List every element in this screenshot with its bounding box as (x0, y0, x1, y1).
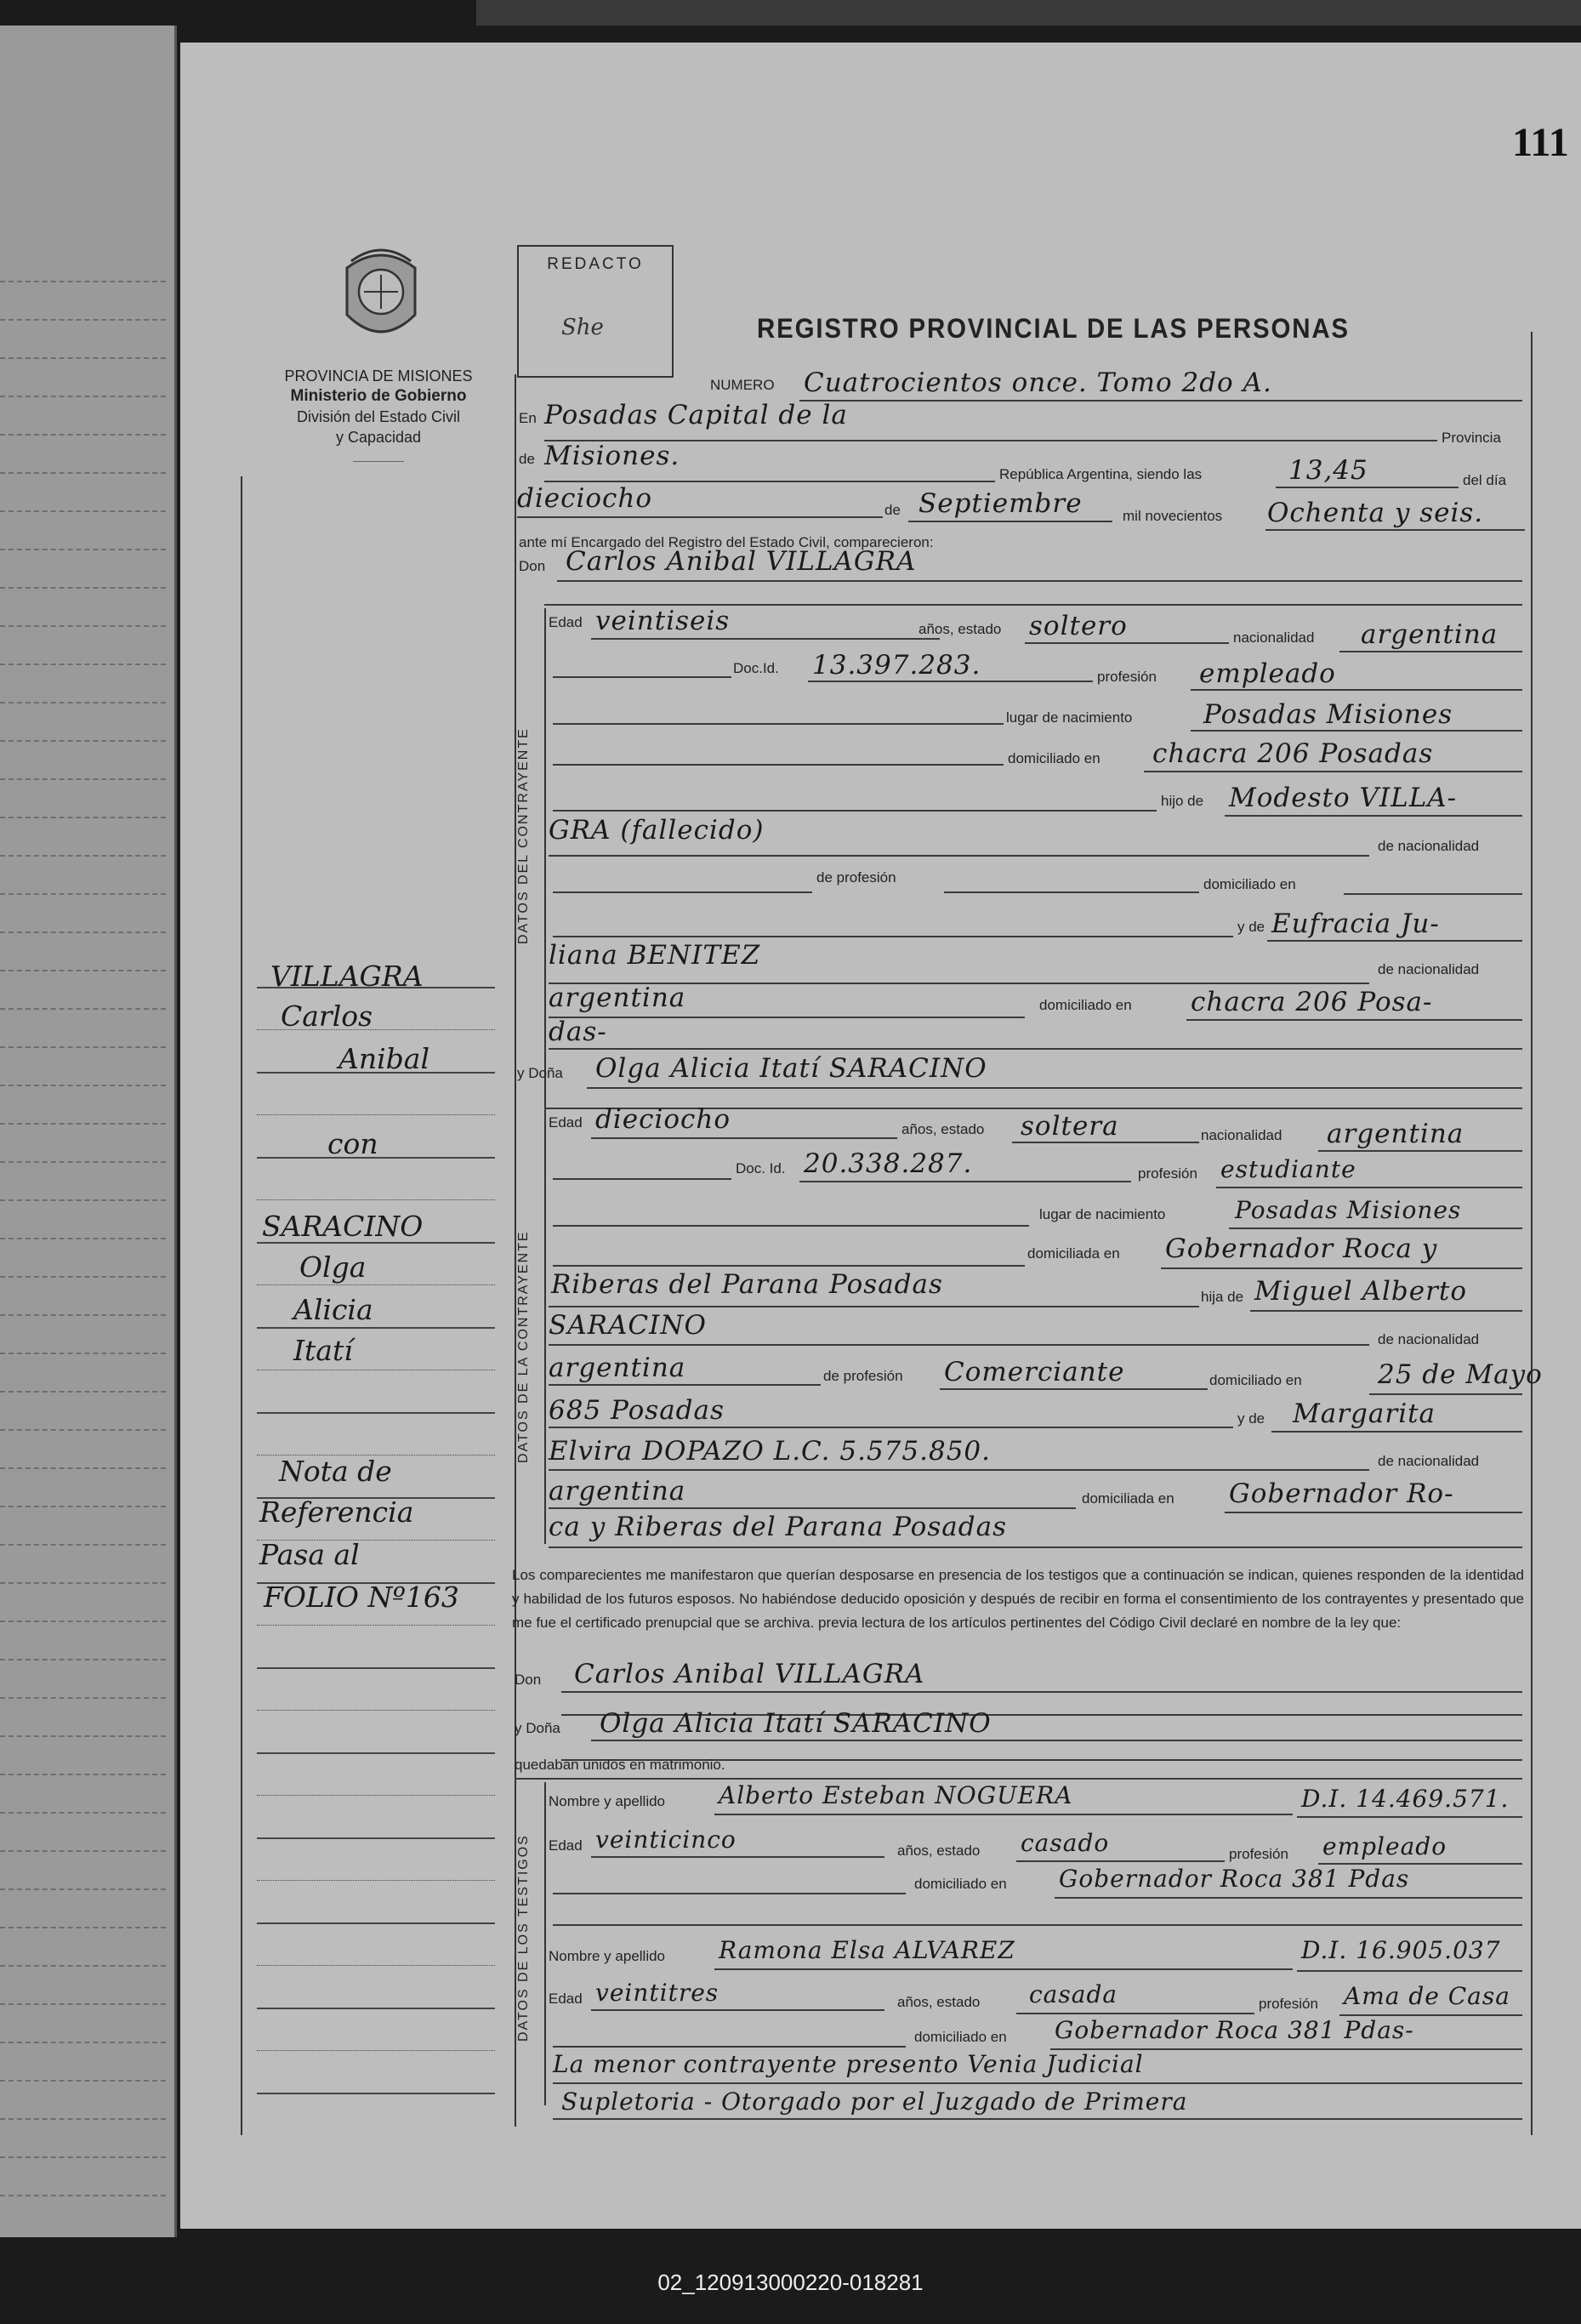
rule (517, 516, 883, 518)
t1-prof: empleado (1322, 1832, 1447, 1860)
f-dom-label: domiciliada en (1027, 1245, 1120, 1262)
rule (553, 2118, 1522, 2120)
rule (1229, 1228, 1522, 1229)
margin-rule (257, 1327, 495, 1329)
ruled-line (0, 510, 166, 512)
frame-line-right (1531, 332, 1533, 2135)
rule (549, 1546, 1522, 1548)
doc-value: 13.397.283. (812, 650, 981, 681)
de-value: Misiones. (544, 441, 680, 471)
en-value: Posadas Capital de la (544, 400, 848, 430)
rule (553, 891, 812, 893)
f-doc-label: Doc. Id. (736, 1160, 786, 1176)
margin-rule (257, 1752, 495, 1754)
ruled-line (0, 1161, 166, 1163)
ruled-line (0, 1506, 166, 1507)
f-de-nac2-label: de nacionalidad (1378, 1453, 1480, 1469)
t1-nombre-label: Nombre y apellido (549, 1793, 666, 1809)
rule (808, 681, 1093, 682)
margin-rule (257, 1284, 495, 1285)
estado-value: soltero (1029, 611, 1128, 641)
t1-dom: Gobernador Roca 381 Pdas (1059, 1865, 1410, 1893)
ruled-line (0, 1621, 166, 1622)
f-nac-value: argentina (1327, 1119, 1464, 1149)
rule (549, 1344, 1369, 1346)
ruled-line (0, 587, 166, 589)
ruled-line (0, 2003, 166, 2005)
margin-rule (257, 1199, 495, 1200)
rule (549, 1384, 821, 1386)
ruled-line (0, 1008, 166, 1010)
ruled-line (0, 2156, 166, 2158)
t2-dom-label: domiciliado en (914, 2029, 1007, 2045)
f-padre-nac: argentina (549, 1353, 686, 1383)
rule (940, 1388, 1208, 1390)
madre-cont: liana BENITEZ (549, 940, 761, 971)
rule (549, 1469, 1369, 1471)
f-prof-label: profesión (1138, 1165, 1197, 1182)
t1-prof-label: profesión (1229, 1846, 1288, 1862)
rule (515, 1778, 1522, 1780)
rule (1144, 771, 1522, 772)
rule (1055, 1897, 1522, 1899)
rule (587, 1087, 1522, 1089)
mil-label: mil novecientos (1123, 508, 1223, 524)
rule (1216, 1187, 1522, 1188)
f-edad-value: dieciocho (595, 1104, 731, 1135)
madre-value: Eufracia Ju- (1271, 909, 1440, 939)
margin-rule (257, 1965, 495, 1966)
rule (1191, 730, 1522, 732)
rule (553, 1178, 731, 1180)
rule (553, 810, 1157, 812)
decl-don-label: Don (515, 1672, 542, 1688)
ruled-line (0, 1429, 166, 1431)
f-lugar-value: Posadas Misiones (1235, 1196, 1462, 1224)
prof-label: profesión (1097, 669, 1157, 685)
f-hija-label: hija de (1201, 1289, 1244, 1305)
decl-dona-value: Olga Alicia Itatí SARACINO (600, 1708, 992, 1739)
nac-label: nacionalidad (1233, 629, 1315, 646)
rule (549, 1507, 1076, 1509)
t1-dom-label: domiciliado en (914, 1876, 1007, 1892)
de2-label: de (884, 502, 901, 518)
y-dona-label: y Doña (517, 1065, 563, 1081)
t1-edad: veinticinco (595, 1826, 736, 1854)
rule (944, 891, 1199, 893)
rule (1225, 815, 1522, 817)
contrayente-side-label: DATOS DEL CONTRAYENTE (516, 727, 531, 944)
ruled-line (0, 1085, 166, 1086)
ruled-line (0, 664, 166, 665)
dom3-label: domiciliado en (1039, 997, 1132, 1013)
coat-of-arms-icon (334, 242, 428, 353)
doc-label: Doc.Id. (733, 660, 779, 676)
edad-label: Edad (549, 614, 583, 630)
rule (544, 481, 995, 482)
madre-dom-cont: das- (549, 1017, 607, 1047)
f-dom2-label: domiciliado en (1209, 1372, 1302, 1388)
f-madre-value: Margarita (1293, 1398, 1436, 1429)
margin-rule (257, 2093, 495, 2094)
document-title: REGISTRO PROVINCIAL DE LAS PERSONAS (757, 313, 1350, 344)
redacto-value: She (561, 315, 604, 340)
padre-cont: GRA (fallecido) (549, 815, 765, 846)
ante-text: ante mí Encargado del Registro del Estado Civil, comparecieron: (519, 534, 934, 550)
rule (1267, 940, 1522, 942)
rule (1265, 529, 1525, 531)
rule (1271, 1431, 1522, 1433)
ruled-line (0, 1544, 166, 1546)
inner-frame-line-witness (544, 1782, 546, 2105)
f-dom-value: Gobernador Roca y (1165, 1233, 1438, 1264)
margin-rule (257, 1412, 495, 1414)
margin-note-1: Nota de (279, 1455, 392, 1488)
t1-doc: D.I. 14.469.571. (1301, 1785, 1510, 1813)
ruled-line (0, 1735, 166, 1737)
ruled-line (0, 1467, 166, 1469)
ruled-line (0, 1888, 166, 1890)
ruled-line (0, 893, 166, 895)
ruled-line (0, 778, 166, 780)
rule (1276, 487, 1459, 488)
hora-value: 13,45 (1288, 455, 1368, 486)
ruled-line (0, 549, 166, 550)
en-label: En (519, 410, 537, 426)
rule (714, 1968, 1293, 1970)
ruled-line (0, 1391, 166, 1393)
rule (591, 1856, 884, 1858)
rule (557, 580, 1522, 582)
f-dom3-label: domiciliada en (1082, 1490, 1174, 1507)
f-dom-cont: Riberas del Parana Posadas (551, 1269, 943, 1300)
de-label: de (519, 451, 535, 467)
margin-name-2: Anibal (338, 1042, 429, 1075)
t2-dom: Gobernador Roca 381 Pdas- (1055, 2016, 1414, 2044)
f-nac-label: nacionalidad (1201, 1127, 1282, 1143)
ruled-line (0, 625, 166, 627)
margin-rule (257, 1837, 495, 1839)
rule (553, 1924, 1522, 1926)
rule (799, 1181, 1131, 1182)
ruled-line (0, 1582, 166, 1584)
republica-label: República Argentina, siendo las (999, 466, 1203, 482)
padre-value: Modesto VILLA- (1229, 783, 1458, 813)
ruled-line (0, 1774, 166, 1775)
rule (553, 1265, 1025, 1267)
ruled-line (0, 1965, 166, 1967)
rule (1339, 651, 1522, 652)
rule (1297, 1816, 1522, 1818)
de-prof-label: de profesión (816, 869, 896, 886)
del-dia-label: del día (1463, 472, 1507, 488)
ruled-line (0, 1927, 166, 1928)
margin-rule (257, 1667, 495, 1669)
rule (561, 1691, 1522, 1693)
org-province: PROVINCIA DE MISIONES (284, 367, 473, 384)
ruled-line (0, 2195, 166, 2196)
de-nac-label: de nacionalidad (1378, 838, 1480, 854)
decl-don-value: Carlos Anibal VILLAGRA (574, 1659, 925, 1689)
rule (1191, 689, 1522, 691)
margin-con: con (327, 1127, 378, 1160)
ruled-line (0, 281, 166, 282)
margin-rule (257, 1625, 495, 1626)
contrayente-f-side-label: DATOS DE LA CONTRAYENTE (516, 1230, 531, 1463)
image-identifier: 02_120913000220-018281 (657, 2270, 924, 2295)
rule (549, 1427, 1233, 1428)
madre-dom: chacra 206 Posa- (1191, 987, 1433, 1017)
ruled-line (0, 1199, 166, 1201)
f-padre-prof: Comerciante (944, 1357, 1125, 1387)
margin-rule (257, 2008, 495, 2009)
rule (1025, 642, 1229, 644)
t2-edad-label: Edad (549, 1991, 583, 2007)
margin-note-4: FOLIO Nº163 (264, 1581, 459, 1614)
f-lugar-label: lugar de nacimiento (1039, 1206, 1166, 1222)
don-value: Carlos Anibal VILLAGRA (566, 546, 917, 577)
org-capacity: y Capacidad (335, 429, 422, 446)
rule (1344, 893, 1522, 895)
note-line-1: La menor contrayente presento Venia Judicial (553, 2050, 1144, 2078)
rule (1318, 1150, 1522, 1152)
rule (591, 1137, 897, 1139)
rule (549, 1306, 1199, 1307)
rule (553, 1893, 906, 1894)
rule (553, 2082, 1522, 2084)
t1-edad-label: Edad (549, 1837, 583, 1854)
left-page (0, 26, 177, 2237)
ruled-line (0, 1353, 166, 1354)
f-edad-label: Edad (549, 1114, 583, 1131)
t2-nombre-label: Nombre y apellido (549, 1948, 666, 1964)
rule (714, 1814, 1293, 1815)
numero-value: Cuatrocientos once. Tomo 2do A. (804, 367, 1272, 398)
t2-estado: casada (1029, 1980, 1118, 2008)
ruled-line (0, 1046, 166, 1048)
ruled-line (0, 1659, 166, 1660)
rule (549, 855, 1369, 857)
t2-prof: Ama de Casa (1344, 1982, 1510, 2010)
margin-name-1: Carlos (281, 1000, 373, 1033)
declaration-paragraph: Los comparecientes me manifestaron que querían desposarse en presencia de los testigos que a continuación se indican, quienes responden de la identidad y habilidad de los futuros esposos. No habiéndose deducido oposición y después de recibir en forma el consentimiento de los contrayentes y presentado que me fue el certificado prenupcial que se archiva. previa lectura de los artículos pertinentes del Código Civil declaré en nombre de la ley que: (512, 1567, 1524, 1631)
t1-anos-label: años, estado (897, 1843, 981, 1859)
quedaban-text: quedaban unidos en matrimonio. (515, 1757, 725, 1773)
org-division: División del Estado Civil (296, 408, 461, 425)
t2-nombre: Ramona Elsa ALVAREZ (719, 1936, 1015, 1964)
lugar-value: Posadas Misiones (1203, 699, 1453, 730)
f-madre-dom-cont: ca y Riberas del Parana Posadas (549, 1512, 1007, 1542)
redacto-label: REDACTO (547, 255, 644, 273)
hijo-label: hijo de (1161, 793, 1204, 809)
margin-rule (257, 1795, 495, 1796)
ruled-line (0, 319, 166, 321)
ruled-line (0, 855, 166, 857)
rule (549, 1017, 1025, 1018)
testigos-side-label: DATOS DE LOS TESTIGOS (516, 1834, 531, 2042)
rule (553, 676, 731, 678)
f-anos-label: años, estado (901, 1121, 985, 1137)
ruled-line (0, 2118, 166, 2120)
dona-name: Olga Alicia Itatí SARACINO (595, 1053, 987, 1084)
rule (1016, 2013, 1254, 2014)
rule (1297, 1970, 1522, 1972)
ruled-line (0, 2042, 166, 2043)
margin-note-2: Referencia (259, 1495, 414, 1529)
ruled-line (0, 1238, 166, 1239)
issuer-block (251, 366, 506, 462)
f-de-prof-label: de profesión (823, 1368, 903, 1384)
margin-rule (257, 1922, 495, 1924)
f-prof-value: estudiante (1220, 1155, 1356, 1183)
ruled-line (0, 970, 166, 971)
rule (1186, 1019, 1522, 1021)
rule (1161, 1267, 1522, 1269)
f-de-nac-label: de nacionalidad (1378, 1331, 1480, 1347)
margin-surname-2: SARACINO (262, 1210, 424, 1243)
margin-rule (257, 1880, 495, 1881)
margin-name-3: Olga (299, 1250, 367, 1284)
f-padre-dom: 25 de Mayo (1378, 1359, 1543, 1390)
rule (908, 521, 1112, 522)
ruled-line (0, 1123, 166, 1125)
f-madre-nac: argentina (549, 1476, 686, 1507)
rule (553, 936, 1233, 937)
ruled-line (0, 1850, 166, 1852)
t1-nombre: Alberto Esteban NOGUERA (719, 1781, 1073, 1809)
t2-doc: D.I. 16.905.037 (1301, 1936, 1501, 1964)
divider (353, 461, 404, 462)
ruled-line (0, 931, 166, 933)
rule (553, 764, 1004, 766)
t1-estado: casado (1021, 1829, 1110, 1857)
margin-surname-1: VILLAGRA (270, 960, 424, 993)
f-padre-value: Miguel Alberto (1254, 1276, 1468, 1307)
t2-edad: veintitres (595, 1979, 719, 2007)
don-label: Don (519, 558, 546, 574)
provincia-label: Provincia (1442, 430, 1501, 446)
ruled-line (0, 740, 166, 742)
f-doc-value: 20.338.287. (804, 1148, 973, 1179)
decl-dona-label: y Doña (515, 1720, 560, 1736)
nac-value: argentina (1361, 619, 1499, 650)
ruled-line (0, 702, 166, 703)
redacto-box (517, 245, 674, 378)
rule (549, 1048, 1522, 1050)
top-strip (476, 0, 1581, 26)
f-madre-cont: Elvira DOPAZO L.C. 5.575.850. (549, 1436, 991, 1467)
ruled-line (0, 1812, 166, 1814)
margin-name-5: Itatí (293, 1334, 353, 1367)
margin-frame-line (241, 476, 242, 2135)
margin-rule (257, 1710, 495, 1711)
note-line-2: Supletoria - Otorgado por el Juzgado de Primera (561, 2088, 1188, 2116)
f-padre-cont: SARACINO (549, 1310, 707, 1341)
dom2-label: domiciliado en (1203, 876, 1296, 892)
org-ministry: Ministerio de Gobierno (290, 387, 467, 405)
margin-name-4: Alicia (293, 1293, 373, 1326)
rule (799, 400, 1522, 402)
rule (1369, 1393, 1522, 1395)
dia-value: dieciocho (517, 483, 653, 514)
rule (591, 2009, 884, 2011)
mes-value: Septiembre (918, 488, 1083, 519)
ruled-line (0, 472, 166, 474)
lugar-label: lugar de nacimiento (1006, 709, 1133, 726)
y-de-label: y de (1237, 919, 1265, 935)
f-estado-value: soltera (1021, 1111, 1119, 1142)
f-madre-dom: Gobernador Ro- (1229, 1478, 1454, 1509)
page-number: 111 (1512, 120, 1569, 165)
rule (553, 2046, 906, 2048)
rule (553, 1225, 1029, 1227)
anio-value: Ochenta y seis. (1267, 498, 1484, 528)
ruled-line (0, 434, 166, 436)
madre-nac: argentina (549, 983, 686, 1013)
ruled-line (0, 396, 166, 397)
rule (1012, 1142, 1199, 1143)
numero-label: NUMERO (710, 377, 775, 393)
dom-label: domiciliado en (1008, 750, 1100, 766)
f-y-de-label: y de (1237, 1410, 1265, 1427)
f-padre-dom-cont: 685 Posadas (549, 1395, 725, 1426)
margin-rule (257, 2050, 495, 2051)
rule (1250, 1310, 1522, 1312)
edad-value: veintiseis (595, 606, 731, 636)
rule (1016, 1860, 1225, 1862)
ruled-line (0, 1697, 166, 1699)
ruled-line (0, 817, 166, 818)
t2-anos-label: años, estado (897, 1994, 981, 2010)
ruled-line (0, 357, 166, 359)
ruled-line (0, 1314, 166, 1316)
margin-rule (257, 1114, 495, 1115)
prof-value: empleado (1199, 658, 1336, 689)
t2-prof-label: profesión (1259, 1996, 1318, 2012)
rule (553, 723, 1004, 725)
rule (591, 638, 940, 640)
anos-label: años, estado (918, 621, 1002, 637)
de-nac2-label: de nacionalidad (1378, 961, 1480, 977)
ruled-line (0, 1276, 166, 1278)
margin-note-3: Pasa al (259, 1538, 360, 1571)
dom-value: chacra 206 Posadas (1152, 738, 1434, 769)
ruled-line (0, 2080, 166, 2082)
rule (1225, 1512, 1522, 1513)
rule (591, 1740, 1522, 1741)
